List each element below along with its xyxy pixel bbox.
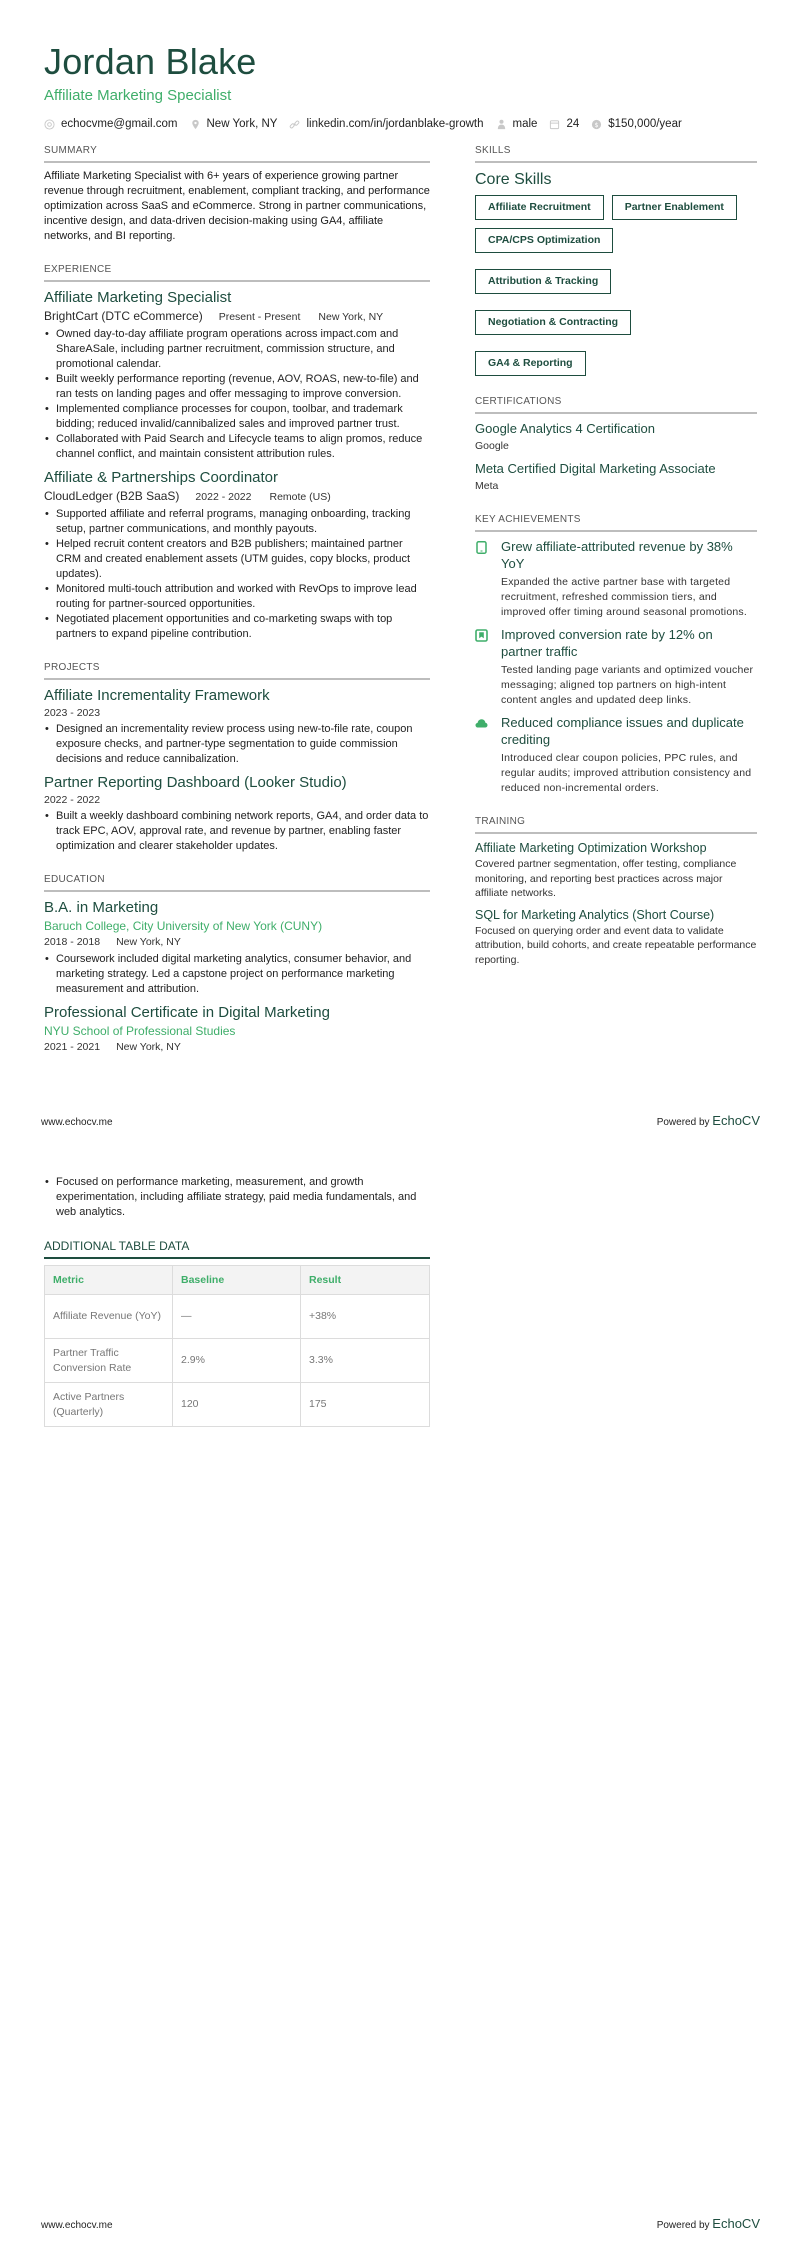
- contact-gender: [496, 118, 538, 130]
- achievement-title: Reduced compliance issues and duplicate crediting: [501, 715, 744, 747]
- training-name: Affiliate Marketing Optimization Workshop: [475, 841, 707, 855]
- skill-chips: [475, 195, 757, 376]
- table-cell: +38%: [301, 1295, 430, 1339]
- job-bullet: • Collaborated with Paid Search and Lifecycle teams to align promos, reduce channel conflict, and maintain consistent attribution rules.: [44, 432, 430, 462]
- table-header-cell: Metric: [45, 1266, 173, 1295]
- table-header-cell: Baseline: [173, 1266, 301, 1295]
- education-bullet: • Coursework included digital marketing analytics, consumer behavior, and marketing strategy. Led a capstone project on performance marketing measurement and attribution.: [44, 952, 430, 997]
- education-location: New York, NY: [116, 1041, 181, 1053]
- project-title: Partner Reporting Dashboard (Looker Studio): [44, 774, 347, 791]
- job-meta: [44, 308, 430, 325]
- experience-item: [44, 468, 430, 642]
- contact-age: [549, 118, 579, 130]
- certification-name: Meta Certified Digital Marketing Associate: [475, 461, 716, 476]
- job-bullets: [44, 327, 430, 462]
- education-heading: EDUCATION: [44, 874, 430, 892]
- job-title: Affiliate & Partnerships Coordinator: [44, 469, 279, 486]
- job-bullet: • Owned day-to-day affiliate program operations across impact.com and ShareASale, including partner recruitment, commission structure, and promotional calendar.: [44, 327, 430, 372]
- summary-heading: SUMMARY: [44, 145, 430, 163]
- job-dates: 2022 - 2022: [195, 491, 252, 503]
- summary-text: Affiliate Marketing Specialist with 6+ years of experience growing partner revenue through recruitment, enablement, compliant tracking, and performance optimization across SaaS and eCommerce. Strong in partner communications, incentive design, and data-driven decision-making using GA4, affiliate networks, and BI reporting.: [44, 170, 430, 242]
- table-cell: —: [173, 1295, 301, 1339]
- table-cell: 3.3%: [301, 1339, 430, 1383]
- page-footer: [41, 1113, 760, 1128]
- achievement-title: Improved conversion rate by 12% on partner traffic: [501, 627, 713, 659]
- footer-powered: [657, 1113, 760, 1128]
- table-cell: 2.9%: [173, 1339, 301, 1383]
- job-bullet: • Supported affiliate and referral programs, managing onboarding, tracking setup, partner communications, and monthly payouts.: [44, 507, 430, 537]
- table-cell: Partner Traffic Conversion Rate: [45, 1339, 173, 1383]
- footer-brand: EchoCV: [712, 1113, 760, 1128]
- footer-powered-label: Powered by: [656, 2220, 710, 2231]
- job-title: Affiliate Marketing Specialist: [44, 289, 232, 306]
- achievement-desc: Expanded the active partner base with targeted recruitment, refreshed commission tiers, and improved offer timing around seasonal promotions.: [501, 576, 747, 618]
- additional-metrics-table: [44, 1265, 430, 1427]
- project-item: [44, 686, 430, 767]
- job-bullets: [44, 507, 430, 642]
- education-degree: Professional Certificate in Digital Marketing: [44, 1004, 330, 1021]
- contact-linkedin-text: linkedin.com/in/jordanblake-growth: [306, 118, 484, 130]
- footer-website[interactable]: www.echocv.me: [41, 2220, 113, 2231]
- page-footer: [41, 2216, 760, 2231]
- table-cell: Active Partners (Quarterly): [45, 1383, 173, 1427]
- achievement-item: [475, 714, 757, 796]
- achievement-desc: Introduced clear coupon policies, PPC rules, and regular audits; improved attribution consistency and reduced non-incremental orders.: [501, 752, 752, 794]
- contact-linkedin[interactable]: [289, 118, 483, 130]
- projects-section: [44, 662, 430, 854]
- mobile-device-icon: [475, 541, 488, 554]
- project-dates: 2022 - 2022: [44, 794, 101, 806]
- table-row: [45, 1383, 430, 1427]
- certification-issuer: Meta: [475, 480, 499, 492]
- skills-heading: SKILLS: [475, 145, 757, 163]
- certification-name: Google Analytics 4 Certification: [475, 421, 655, 436]
- achievement-desc: Tested landing page variants and optimized voucher messaging; aligned top partners on high-intent content angles and updated deep links.: [501, 664, 754, 706]
- calendar-icon: [549, 119, 560, 130]
- education-meta: [44, 935, 430, 950]
- left-column: [44, 145, 430, 1075]
- table-cell: 175: [301, 1383, 430, 1427]
- bookmark-icon: [475, 629, 488, 642]
- job-company: BrightCart (DTC eCommerce): [44, 309, 203, 323]
- table-row: [45, 1295, 430, 1339]
- job-location: New York, NY: [318, 311, 384, 323]
- contact-email[interactable]: [44, 118, 178, 130]
- training-heading: TRAINING: [475, 816, 757, 834]
- right-column: [475, 145, 757, 987]
- project-bullets: [44, 809, 430, 854]
- experience-item: [44, 288, 430, 462]
- job-location: Remote (US): [269, 491, 331, 503]
- at-icon: [44, 119, 55, 130]
- resume-header: [44, 40, 754, 130]
- experience-heading: EXPERIENCE: [44, 264, 430, 282]
- skill-chip: Partner Enablement: [612, 195, 737, 220]
- project-bullet: • Designed an incrementality review process using new-to-file rate, coupon exposure checks, and partner-type segmentation to guide commission decisions and reduce cannibalization.: [44, 722, 430, 767]
- footer-powered: [657, 2216, 760, 2231]
- job-bullet: • Monitored multi-touch attribution and worked with RevOps to improve lead routing for partner-sourced opportunities.: [44, 582, 430, 612]
- achievement-title: Grew affiliate-attributed revenue by 38% YoY: [501, 539, 733, 571]
- table-cell: Affiliate Revenue (YoY): [45, 1295, 173, 1339]
- table-cell: 120: [173, 1383, 301, 1427]
- education-section: [44, 874, 430, 1055]
- additional-table-heading: ADDITIONAL TABLE DATA: [44, 1238, 430, 1259]
- footer-powered-label: Powered by: [656, 1117, 710, 1128]
- training-section: [475, 816, 757, 967]
- education-bullets: [44, 952, 430, 997]
- table-row: [45, 1339, 430, 1383]
- education-meta: [44, 1040, 430, 1055]
- education-dates: 2021 - 2021: [44, 1041, 101, 1053]
- skill-chip: Negotiation & Contracting: [475, 310, 631, 335]
- education-location: New York, NY: [116, 936, 181, 948]
- skill-chip: GA4 & Reporting: [475, 351, 586, 376]
- achievement-item: [475, 538, 757, 620]
- contact-gender-text: male: [512, 118, 538, 130]
- education-bullets-continued: [44, 1175, 430, 1220]
- table-header-row: [45, 1266, 430, 1295]
- achievement-item: [475, 626, 757, 708]
- skill-chip: Attribution & Tracking: [475, 269, 611, 294]
- resume-page-2-content: [44, 1173, 430, 1427]
- job-bullet: • Implemented compliance processes for coupon, toolbar, and trademark bidding; reduced invalid/cannibalized sales and improved partner trust.: [44, 402, 430, 432]
- skills-group-title: Core Skills: [475, 171, 552, 188]
- education-bullet: • Focused on performance marketing, measurement, and growth experimentation, including affiliate strategy, paid media fundamentals, and web analytics.: [44, 1175, 430, 1220]
- skill-chip: CPA/CPS Optimization: [475, 228, 613, 253]
- skills-section: [475, 145, 757, 376]
- summary-section: [44, 145, 430, 244]
- project-item: [44, 773, 430, 854]
- footer-website[interactable]: www.echocv.me: [41, 1117, 113, 1128]
- footer-brand: EchoCV: [712, 2216, 760, 2231]
- certifications-section: [475, 396, 757, 494]
- job-dates: Present - Present: [218, 311, 301, 323]
- education-school: NYU School of Professional Studies: [44, 1024, 236, 1038]
- contact-age-text: 24: [566, 118, 580, 130]
- contact-row: [44, 118, 754, 130]
- person-icon: [496, 119, 507, 130]
- contact-location-text: New York, NY: [206, 118, 278, 130]
- contact-location: [190, 118, 278, 130]
- project-dates: 2023 - 2023: [44, 707, 101, 719]
- svg-text:$: $: [594, 120, 599, 129]
- job-bullet: • Helped recruit content creators and B2B publishers; maintained partner CRM and created enablement assets (UTM guides, copy blocks, product updates).: [44, 537, 430, 582]
- certifications-heading: CERTIFICATIONS: [475, 396, 757, 414]
- achievements-heading: KEY ACHIEVEMENTS: [475, 514, 757, 532]
- job-bullet: • Negotiated placement opportunities and co-marketing swaps with top partners to expand pipeline contribution.: [44, 612, 430, 642]
- experience-section: [44, 264, 430, 642]
- training-name: SQL for Marketing Analytics (Short Course): [475, 907, 715, 922]
- contact-salary-text: $150,000/year: [608, 118, 682, 130]
- training-desc: Focused on querying order and event data to validate attribution, build cohorts, and create repeatable performance reporting.: [475, 924, 757, 966]
- project-title: Affiliate Incrementality Framework: [44, 687, 270, 704]
- job-meta: [44, 488, 430, 505]
- training-desc: Covered partner segmentation, offer testing, compliance monitoring, and reporting best practices across major affiliate networks.: [475, 858, 737, 899]
- project-bullets: [44, 722, 430, 767]
- education-item: [44, 1003, 430, 1055]
- dollar-icon: [591, 119, 602, 130]
- projects-heading: PROJECTS: [44, 662, 430, 680]
- education-dates: 2018 - 2018: [44, 936, 101, 948]
- education-school: Baruch College, City University of New York (CUNY): [44, 919, 323, 933]
- contact-salary: [591, 118, 682, 130]
- education-item: [44, 898, 430, 997]
- job-company: CloudLedger (B2B SaaS): [44, 489, 180, 503]
- candidate-name: Jordan Blake: [44, 41, 257, 82]
- table-header-cell: Result: [301, 1266, 430, 1295]
- job-bullet: • Built weekly performance reporting (revenue, AOV, ROAS, new-to-file) and ran tests on landing pages and offer messaging to improve conversion.: [44, 372, 430, 402]
- education-degree: B.A. in Marketing: [44, 899, 159, 916]
- achievements-section: [475, 514, 757, 796]
- contact-email-text: echocvme@gmail.com: [61, 118, 178, 130]
- candidate-title: Affiliate Marketing Specialist: [44, 87, 232, 104]
- location-pin-icon: [190, 119, 201, 130]
- cloud-icon: [475, 717, 488, 730]
- project-bullet: • Built a weekly dashboard combining network reports, GA4, and order data to track EPC, AOV, approval rate, and revenue by partner, enabling faster optimization and clearer stakeholder updates.: [44, 809, 430, 854]
- skill-chip: Affiliate Recruitment: [475, 195, 604, 220]
- link-icon: [289, 119, 300, 130]
- certification-issuer: Google: [475, 440, 509, 452]
